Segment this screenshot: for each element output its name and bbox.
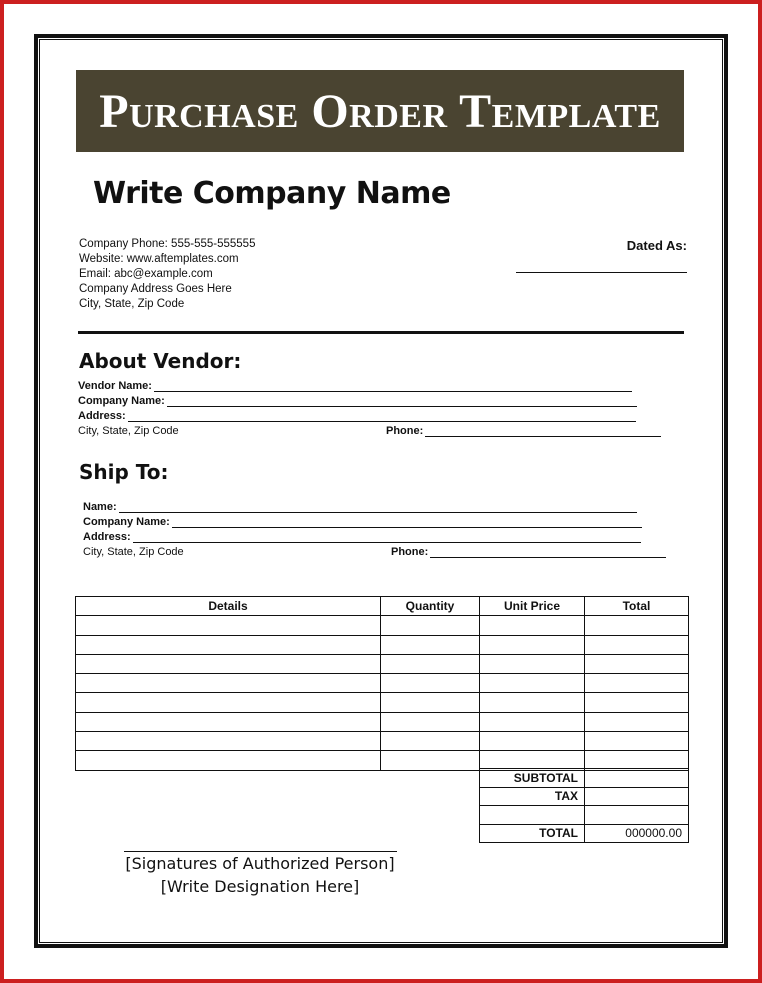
subtotal-label: SUBTOTAL	[480, 769, 585, 788]
dated-as-label: Dated As:	[626, 238, 687, 253]
unit-price-cell[interactable]	[480, 654, 585, 673]
details-cell[interactable]	[76, 635, 381, 654]
header-quantity: Quantity	[381, 597, 480, 616]
unit-price-cell[interactable]	[480, 732, 585, 751]
unit-price-cell[interactable]	[480, 693, 585, 712]
vendor-city-label: City, State, Zip Code	[78, 425, 179, 437]
quantity-cell[interactable]	[381, 616, 480, 635]
table-header-row	[76, 597, 689, 616]
vendor-phone-label: Phone:	[386, 425, 424, 437]
total-cell[interactable]	[585, 712, 689, 731]
total-value[interactable]: 000000.00	[585, 824, 689, 843]
quantity-cell[interactable]	[381, 654, 480, 673]
unit-price-cell[interactable]	[480, 635, 585, 654]
ship-city-label: City, State, Zip Code	[83, 546, 184, 558]
vendor-company-label: Company Name:	[78, 395, 165, 407]
company-contact-block	[79, 237, 255, 312]
ship-name-label: Name:	[83, 501, 117, 513]
vendor-company-field[interactable]	[167, 396, 637, 407]
table-row	[76, 712, 689, 731]
quantity-cell[interactable]	[381, 732, 480, 751]
signature-line[interactable]	[124, 851, 397, 852]
unit-price-cell[interactable]	[480, 674, 585, 693]
tax-row	[480, 787, 689, 806]
unit-price-cell[interactable]	[480, 616, 585, 635]
company-name: Write Company Name	[93, 176, 451, 211]
company-phone: Company Phone: 555-555-555555	[79, 238, 256, 250]
totals-table	[479, 768, 689, 843]
table-row	[76, 654, 689, 673]
title-banner	[76, 70, 684, 152]
blank-value-cell[interactable]	[585, 806, 689, 825]
ship-phone-field[interactable]	[430, 547, 666, 558]
vendor-city-row	[78, 422, 181, 437]
blank-label-cell	[480, 806, 585, 825]
document-title: Purchase Order Template	[99, 84, 661, 138]
ship-phone-label: Phone:	[391, 546, 429, 558]
company-website: Website: www.aftemplates.com	[79, 253, 239, 265]
header-unit-price: Unit Price	[480, 597, 585, 616]
quantity-cell[interactable]	[381, 674, 480, 693]
vendor-phone-row	[386, 422, 661, 437]
company-email: Email: abc@example.com	[79, 268, 213, 280]
vendor-name-field[interactable]	[154, 381, 632, 392]
vendor-address-label: Address:	[78, 410, 126, 422]
details-cell[interactable]	[76, 751, 381, 770]
details-cell[interactable]	[76, 654, 381, 673]
vendor-address-row	[78, 407, 636, 422]
total-cell[interactable]	[585, 693, 689, 712]
vendor-heading: About Vendor:	[79, 349, 242, 373]
total-label: TOTAL	[480, 824, 585, 843]
details-cell[interactable]	[76, 693, 381, 712]
ship-address-label: Address:	[83, 531, 131, 543]
vendor-phone-field[interactable]	[425, 426, 661, 437]
ship-address-row	[83, 528, 641, 543]
details-cell[interactable]	[76, 712, 381, 731]
line-items-table	[75, 596, 689, 771]
ship-company-label: Company Name:	[83, 516, 170, 528]
quantity-cell[interactable]	[381, 712, 480, 731]
subtotal-value[interactable]	[585, 769, 689, 788]
quantity-cell[interactable]	[381, 693, 480, 712]
vendor-company-row	[78, 392, 637, 407]
quantity-cell[interactable]	[381, 635, 480, 654]
signature-caption: [Signatures of Authorized Person]	[125, 854, 395, 873]
ship-name-row	[83, 498, 637, 513]
total-cell[interactable]	[585, 635, 689, 654]
table-row	[76, 732, 689, 751]
details-cell[interactable]	[76, 616, 381, 635]
ship-company-row	[83, 513, 642, 528]
ship-name-field[interactable]	[119, 502, 637, 513]
total-cell[interactable]	[585, 654, 689, 673]
header-details: Details	[76, 597, 381, 616]
ship-city-row	[83, 543, 186, 558]
details-cell[interactable]	[76, 674, 381, 693]
ship-address-field[interactable]	[133, 532, 641, 543]
header-divider	[78, 331, 684, 334]
vendor-name-label: Vendor Name:	[78, 380, 152, 392]
subtotal-row	[480, 769, 689, 788]
designation-caption: [Write Designation Here]	[160, 877, 360, 896]
table-row	[76, 616, 689, 635]
total-cell[interactable]	[585, 616, 689, 635]
vendor-address-field[interactable]	[128, 411, 636, 422]
dated-as-field[interactable]	[516, 272, 687, 273]
header-total: Total	[585, 597, 689, 616]
table-row	[76, 635, 689, 654]
total-cell[interactable]	[585, 674, 689, 693]
ship-phone-row	[391, 543, 666, 558]
details-cell[interactable]	[76, 732, 381, 751]
table-row	[76, 693, 689, 712]
company-address: Company Address Goes Here	[79, 283, 232, 295]
ship-company-field[interactable]	[172, 517, 642, 528]
quantity-cell[interactable]	[381, 751, 480, 770]
blank-row	[480, 806, 689, 825]
unit-price-cell[interactable]	[480, 712, 585, 731]
tax-label: TAX	[480, 787, 585, 806]
ship-to-heading: Ship To:	[79, 460, 169, 484]
table-row	[76, 674, 689, 693]
total-cell[interactable]	[585, 732, 689, 751]
vendor-name-row	[78, 377, 632, 392]
company-city: City, State, Zip Code	[79, 298, 185, 310]
total-row	[480, 824, 689, 843]
tax-value[interactable]	[585, 787, 689, 806]
